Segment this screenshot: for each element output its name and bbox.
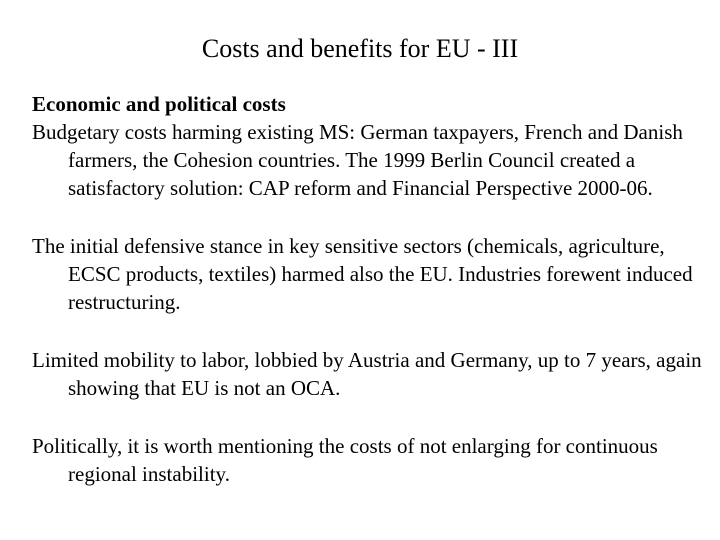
spacer xyxy=(32,202,702,232)
spacer xyxy=(32,316,702,346)
paragraph-defensive-stance: The initial defensive stance in key sensitive sectors (chemicals, agriculture, ECSC products, textiles) harmed also the EU. Industries forewent induced restructuring. xyxy=(32,234,693,314)
slide-title: Costs and benefits for EU - III xyxy=(201,34,519,63)
slide-body xyxy=(32,90,702,488)
spacer xyxy=(32,402,702,432)
paragraph-political-costs: Politically, it is worth mentioning the costs of not enlarging for continuous regional instability. xyxy=(32,434,658,486)
paragraph-budgetary-costs: Budgetary costs harming existing MS: German taxpayers, French and Danish farmers, the Cohesion countries. The 1999 Berlin Council created a satisfactory solution: CAP reform and Financial Perspective 2000-06. xyxy=(32,120,683,200)
section-heading: Economic and political costs xyxy=(32,92,286,116)
paragraph-labor-mobility: Limited mobility to labor, lobbied by Austria and Germany, up to 7 years, again showing that EU is not an OCA. xyxy=(32,348,702,400)
